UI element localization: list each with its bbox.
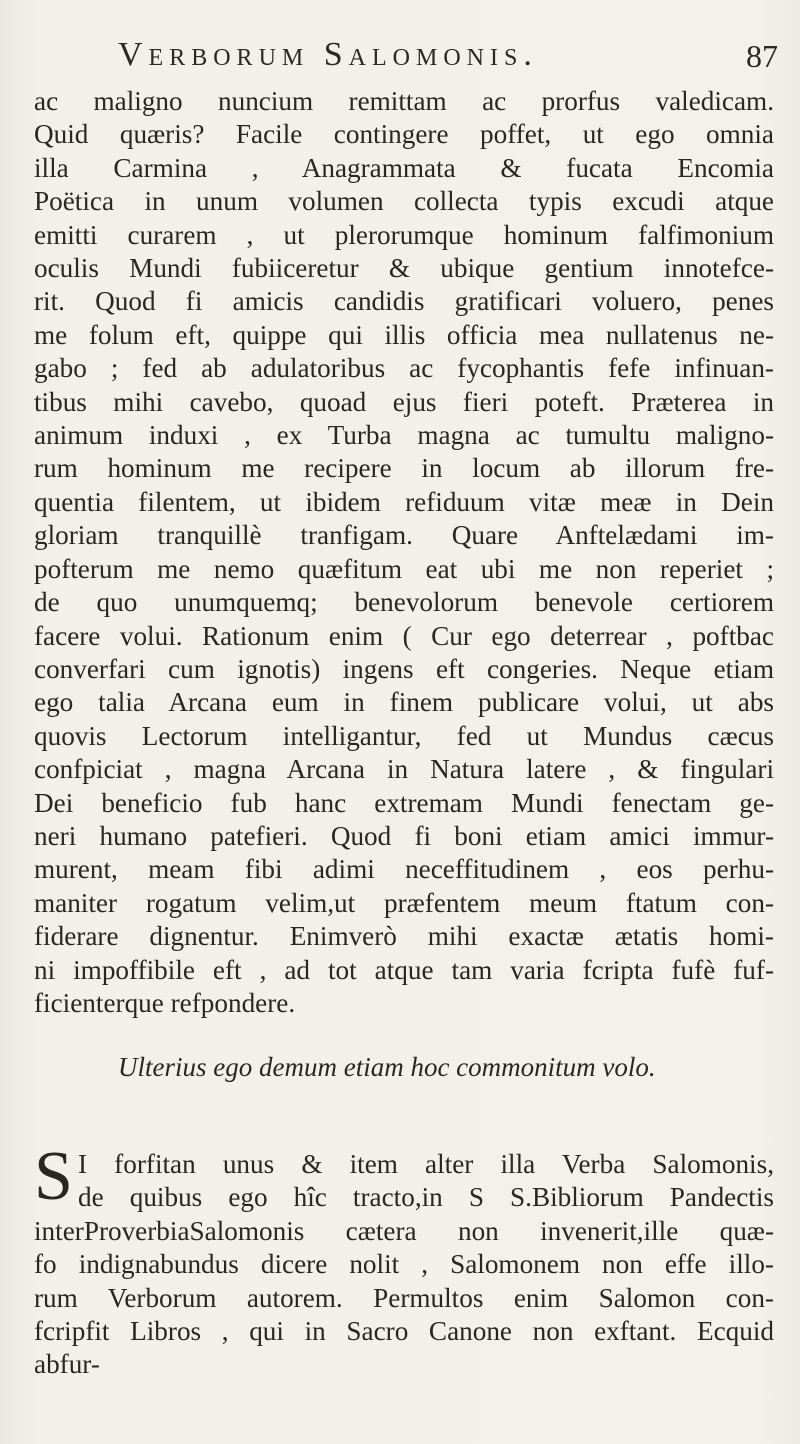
text-line: de quo unumquemq; benevolorum benevole certiorem: [34, 587, 774, 618]
text-line: rum Verborum autorem. Permultos enim Salomon con-: [34, 1282, 774, 1313]
text-line: facere volui. Rationum enim ( Cur ego deterrear , poftbac: [34, 620, 774, 651]
text-line: fcripfit Libros , qui in Sacro Canone non exftant. Ecquid: [34, 1316, 774, 1347]
text-line: quentia filentem, ut ibidem refiduum vitæ meæ in Dein: [34, 486, 774, 517]
running-title: Verborum Salomonis.: [118, 36, 538, 73]
text-line: tibus mihi cavebo, quoad ejus fieri poteft. Præterea in: [34, 386, 774, 417]
text-line: animum induxi , ex Turba magna ac tumultu maligno-: [34, 420, 774, 451]
text-line: de quibus ego hîc tracto,in S S.Bibliorum Pandectis: [78, 1182, 774, 1213]
text-line: neri humano patefieri. Quod fi boni etiam amici immur-: [34, 820, 774, 851]
text-line: ac maligno nuncium remittam ac prorfus valedicam.: [34, 86, 774, 116]
text-line: pofterum me nemo quæfitum eat ubi me non reperiet ;: [34, 553, 774, 584]
text-line: gabo ; fed ab adulatoribus ac fycophantis fefe infinuan-: [34, 353, 774, 384]
text-line: Dei beneficio fub hanc extremam Mundi fenectam ge-: [34, 787, 774, 818]
text-line: ego talia Arcana eum in finem publicare volui, ut abs: [34, 687, 774, 718]
text-line: fo indignabundus dicere nolit , Salomonem non effe illo-: [34, 1249, 774, 1280]
text-line: me folum eft, quippe qui illis officia mea nullatenus ne-: [34, 319, 774, 350]
second-section: [34, 1138, 774, 1382]
text-line: Poëtica in unum volumen collecta typis excudi atque: [34, 186, 774, 217]
text-line: interProverbiaSalomonis cætera non invenerit,ille quæ-: [34, 1215, 774, 1246]
text-line: illa Carmina , Anagrammata & fucata Encomia: [34, 152, 774, 183]
text-line: converfari cum ignotis) ingens eft congeries. Neque etiam: [34, 653, 774, 684]
text-line: Quid quæris? Facile contingere poffet, ut ego omnia: [34, 119, 774, 150]
text-line: rit. Quod fi amicis candidis gratificari voluero, penes: [34, 286, 774, 317]
text-line: rum hominum me recipere in locum ab illorum fre-: [34, 453, 774, 484]
page-header: [118, 36, 778, 86]
text-line: I forfitan unus & item alter illa Verba Salomonis,: [78, 1149, 774, 1179]
text-line: ni impoffibile eft , ad tot atque tam varia fcripta fufè fuf-: [34, 954, 774, 985]
text-line: ficienterque refpondere.: [34, 987, 296, 1018]
text-line: quovis Lectorum intelligantur, fed ut Mundus cæcus: [34, 720, 774, 751]
main-paragraph: [34, 85, 774, 1020]
italic-subheading: Ulterius ego demum etiam hoc commonitum volo.: [118, 1052, 656, 1082]
text-line: fiderare dignentur. Enimverò mihi exactæ ætatis homi-: [34, 921, 774, 952]
catchword: abfur-: [34, 1349, 100, 1380]
text-line: gloriam tranquillè tranfigam. Quare Anftelædami im-: [34, 520, 774, 551]
text-line: murent, meam fibi adimi neceffitudinem , eos perhu-: [34, 854, 774, 885]
text-line: emitti curarem , ut plerorumque hominum falfimonium: [34, 219, 774, 250]
text-line: confpiciat , magna Arcana in Natura latere , & fingulari: [34, 754, 774, 785]
text-line: maniter rogatum velim,ut præfentem meum ftatum con-: [34, 887, 774, 918]
page-number: 87: [746, 38, 778, 74]
drop-cap-initial: S: [34, 1138, 73, 1215]
text-line: oculis Mundi fubiiceretur & ubique gentium innotefce-: [34, 253, 774, 284]
